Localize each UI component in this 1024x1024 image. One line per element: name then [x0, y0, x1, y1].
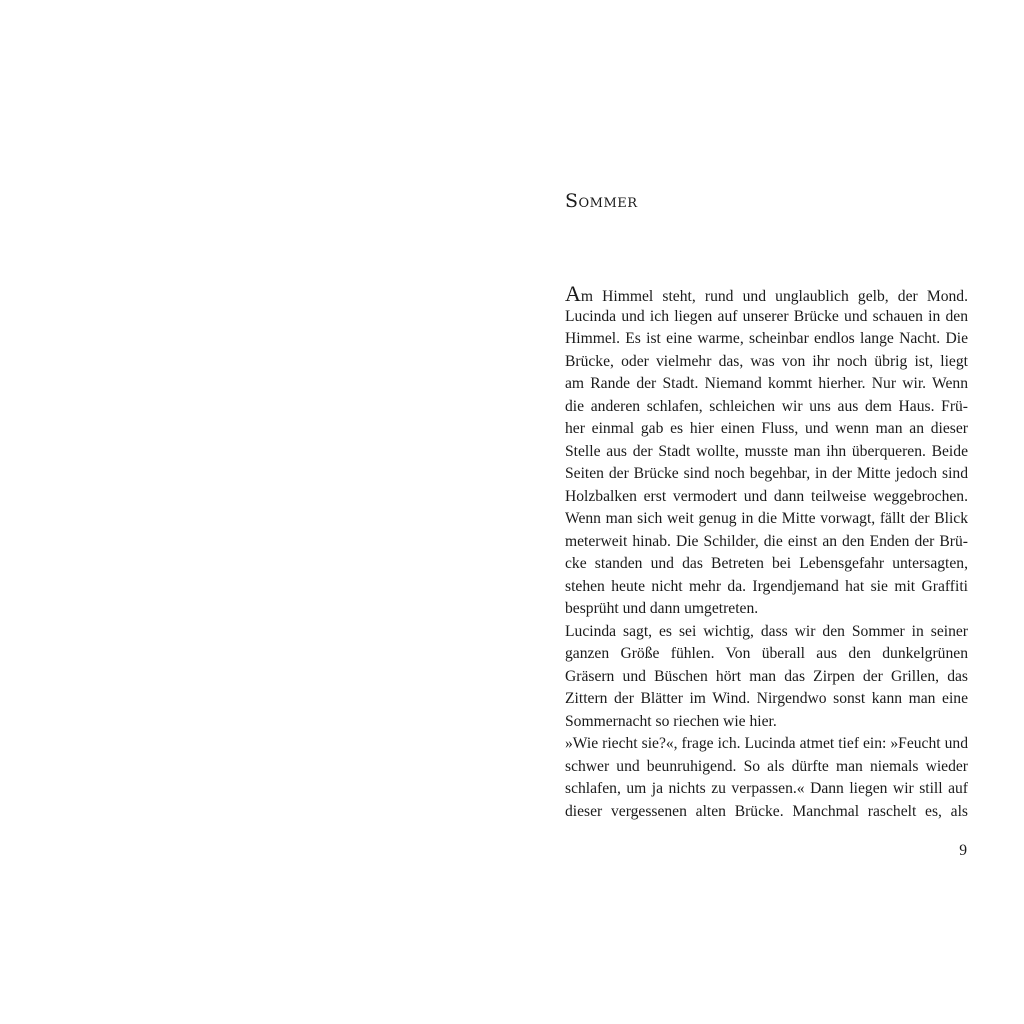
text-line: ganzen Größe fühlen. Von überall aus den dunkelgrünen [565, 645, 968, 662]
text-line: meterweit hinab. Die Schilder, die einst an den Enden der Brü- [565, 532, 968, 550]
initial-letter: A [565, 283, 581, 306]
text-line: Stelle aus der Stadt wollte, musste man ihn überqueren. Beide [565, 442, 968, 460]
text-line: Seiten der Brücke sind noch begehbar, in der Mitte jedoch sind [565, 465, 968, 482]
text-line: am Rande der Stadt. Niemand kommt hierher. Nur wir. Wenn [565, 375, 968, 392]
body-text [565, 283, 968, 823]
text-line: die anderen schlafen, schleichen wir uns aus dem Haus. Frü- [565, 397, 968, 415]
text-line: Holzbalken erst vermodert und dann teilweise weggebrochen. [565, 487, 968, 505]
text-line: Himmel. Es ist eine warme, scheinbar endlos lange Nacht. Die [565, 330, 968, 347]
text-line: »Wie riecht sie?«, frage ich. Lucinda atmet tief ein: »Feucht und [565, 735, 968, 752]
text-line: schlafen, um ja nichts zu verpassen.« Dann liegen wir still auf [565, 780, 968, 797]
text-line: Gräsern und Büschen hört man das Zirpen der Grillen, das [565, 667, 968, 685]
text-line: Sommernacht so riechen wie hier. [565, 712, 777, 730]
text-line-rest: m Himmel steht, rund und unglaublich gelb, der Mond. [580, 288, 968, 305]
text-line: schwer und beunruhigend. So als dürfte man niemals wieder [565, 757, 968, 775]
text-line: Brücke, oder vielmehr das, was von ihr noch übrig ist, liegt [565, 352, 968, 370]
text-line [565, 283, 968, 306]
text-line: dieser vergessenen alten Brücke. Manchmal raschelt es, als [565, 802, 968, 820]
text-line: Lucinda sagt, es sei wichtig, dass wir den Sommer in seiner [565, 622, 968, 640]
text-line: her einmal gab es hier einen Fluss, und wenn man an dieser [565, 420, 968, 437]
text-line: Lucinda und ich liegen auf unserer Brücke und schauen in den [565, 307, 968, 325]
text-line: Wenn man sich weit genug in die Mitte vorwagt, fällt der Blick [565, 510, 968, 527]
page-number: 9 [959, 842, 967, 859]
text-line: Zittern der Blätter im Wind. Nirgendwo sonst kann man eine [565, 690, 968, 707]
text-line: cke standen und das Betreten bei Lebensgefahr untersagten, [565, 555, 968, 572]
chapter-title: Sommer [565, 190, 638, 212]
text-line: stehen heute nicht mehr da. Irgendjemand hat sie mit Graffiti [565, 577, 968, 595]
text-line: besprüht und dann umgetreten. [565, 600, 759, 617]
